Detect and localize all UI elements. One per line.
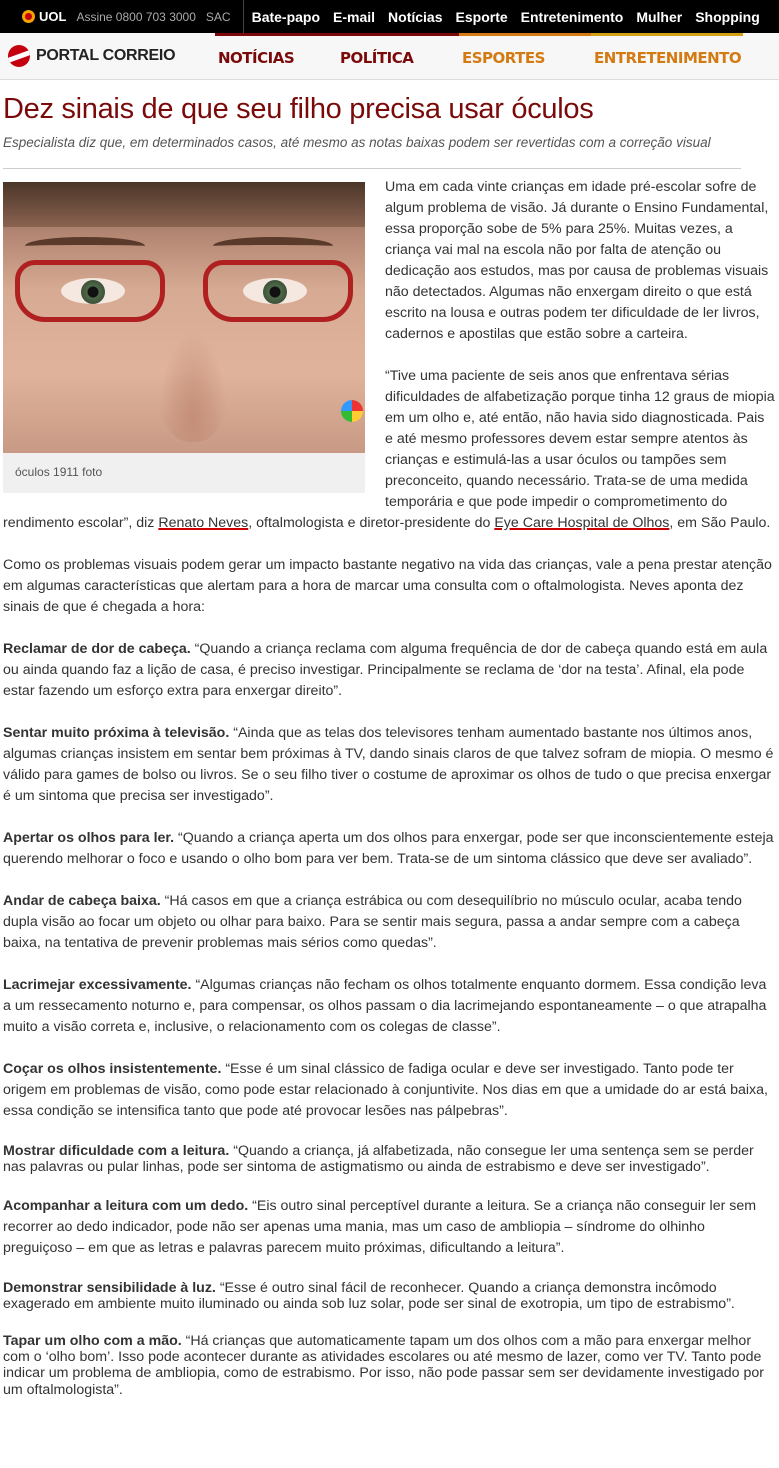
- quote-text-2: , oftalmologista e diretor-presidente do: [248, 515, 495, 531]
- sign-text: “Há casos em que a criança estrábica ou com desequilíbrio no músculo ocular, acaba tendo dupla visão ao focar um objeto ou olhar para baixo. Para se sentir mais segura, passa a andar sempre com a cabeça baixa, na tentativa de prevenir problemas mais sérios como quedas”.: [3, 893, 742, 951]
- link-eye-care-hospital[interactable]: Eye Care Hospital de Olhos: [494, 515, 670, 531]
- uol-link-entretenimento[interactable]: Entretenimento: [520, 8, 624, 25]
- article: [0, 92, 779, 1398]
- sign-title: Sentar muito próxima à televisão.: [3, 725, 230, 741]
- sign-3: [3, 828, 776, 870]
- uol-link-bate-papo[interactable]: Bate-papo: [251, 8, 321, 25]
- sign-title: Acompanhar a leitura com um dedo.: [3, 1197, 249, 1214]
- sign-text: “Eis outro sinal perceptível durante a leitura. Se a criança não conseguir ler sem recorrer ao dedo indicador, pode não ser apenas uma mania, mas um caso de ambliopia – síndrome do olhinho preguiçoso – em que as letras e palavras parecem muito próximas, dificultando a leitura”.: [3, 1197, 757, 1256]
- sign-5: [3, 975, 776, 1038]
- photo-glasses-lens-right: [203, 260, 353, 322]
- uol-logo-icon: [22, 10, 35, 23]
- article-title: Dez sinais de que seu filho precisa usar óculos: [3, 93, 594, 125]
- photo-hair: [3, 182, 365, 227]
- sign-title: Reclamar de dor de cabeça.: [3, 641, 191, 657]
- uol-logo[interactable]: [22, 9, 66, 24]
- article-figure: [3, 182, 365, 493]
- uol-link-esporte[interactable]: Esporte: [455, 8, 508, 25]
- link-renato-neves[interactable]: Renato Neves: [158, 515, 249, 531]
- sign-text: “Algumas crianças não fecham os olhos totalmente enquanto dormem. Essa condição leva a um ressecamento noturno e, para compensar, os olhos passam o dia lacrimejando espontaneamente – o que atrapalha muito a visão correta e, inclusive, o relacionamento com os colegas de classe”.: [3, 977, 767, 1035]
- tab-entretenimento[interactable]: ENTRETENIMENTO: [591, 33, 743, 79]
- photo-glasses-lens-left: [15, 260, 165, 322]
- uol-link-shopping[interactable]: Shopping: [695, 8, 760, 25]
- sign-8: [3, 1196, 776, 1259]
- sign-text: “Quando a criança reclama com alguma frequência de dor de cabeça quando está em aula ou ainda quando faz a lição de casa, é preciso investigar. Principalmente se reclama de ‘dor na testa’. Afinal, ela pode estar fazendo um esforço extra para enxergar direito”.: [3, 641, 768, 699]
- photo-gallery-icon[interactable]: [341, 400, 363, 422]
- uol-top-bar: [0, 0, 779, 33]
- sign-text: “Esse é outro sinal fácil de reconhecer. Quando a criança demonstra incômodo exagerado em ambiente muito iluminado ou ainda sob luz solar, pode ser sinal de exotropia, um tipo de estrabismo”.: [3, 1279, 735, 1313]
- sign-text: “Quando a criança aperta um dos olhos para enxergar, pode ser que inconscientemente esteja querendo melhorar o foco e usando o olho bom para ver bem. Trata-se de um sintoma clássico que deve ser avaliado”.: [3, 830, 774, 867]
- tab-noticias[interactable]: NOTÍCIAS: [215, 33, 337, 79]
- sign-text: “Há crianças que automaticamente tapam um dos olhos com a mão para enxergar melhor com o ‘olho bom’. Isso pode acontecer durante as atividades escolares ou até mesmo de lazer, como ver TV. Tanto pode indicar um problema de ambliopia, como de estrabismo. Por isso, não pode passar sem ser devidamente investigado por um oftalmologista”.: [3, 1332, 765, 1398]
- paragraph-1: Uma em cada vinte crianças em idade pré-escolar sofre de algum problema de visão. Já durante o Ensino Fundamental, essa proporção sobe de 5% para 25%. Muitas vezes, a criança vai mal na escola não por falta de atenção ou dedicação aos estudos, mas por causa de problemas visuais não detectados. Algumas não enxergam direito o que está escrito na lousa e outras podem ter dificuldade de ler livros, cadernos e apostilas que estão sobre a carteira.: [385, 179, 769, 342]
- photo-caption: óculos 1911 foto: [15, 465, 103, 479]
- sign-9: [3, 1280, 776, 1313]
- sign-title: Apertar os olhos para ler.: [3, 830, 175, 846]
- sign-title: Mostrar dificuldade com a leitura.: [3, 1143, 230, 1159]
- portal-logo-text: PORTAL CORREIO: [36, 47, 176, 64]
- sign-title: Tapar um olho com a mão.: [3, 1332, 182, 1349]
- uol-link-email[interactable]: E-mail: [333, 8, 376, 25]
- sign-text: “Esse é um sinal clássico de fadiga ocular e deve ser investigado. Tanto pode ter origem em problemas de visão, como pode estar relacionado à conjuntivite. Nos dias em que a umidade do ar está baixa, essa condição se intensifica tanto que pode até provocar lesões nas pálpebras”.: [3, 1061, 768, 1119]
- tab-politica[interactable]: POLÍTICA: [337, 33, 459, 79]
- uol-link-noticias[interactable]: Notícias: [388, 8, 443, 25]
- sign-6: [3, 1059, 776, 1122]
- tab-esportes[interactable]: ESPORTES: [459, 33, 591, 79]
- photo-nose: [158, 332, 228, 442]
- uol-link-mulher[interactable]: Mulher: [636, 8, 683, 25]
- paragraph-3: Como os problemas visuais podem gerar um impacto bastante negativo na vida das crianças, vale a pena prestar atenção em algumas características que alertam para a hora de marcar uma consulta com o oftalmologista. Neves aponta dez sinais de que é chegada a hora:: [3, 557, 772, 615]
- portal-logo-icon: [8, 45, 30, 67]
- portal-correio-logo[interactable]: [0, 33, 215, 79]
- quote-text: “Tive uma paciente de seis anos que enfrentava sérias dificuldades de alfabetização porque tinha 12 graus de miopia em um olho e, até então, não havia sido diagnosticada. Pais e até mesmo professores devem estar sempre atentos às crianças e estimulá-las a usar óculos ou tampões sem preconceito, quando necessário. Trata-se de uma medida temporária e que pode impedir o comprometimento do rendimento escolar”, diz: [3, 368, 775, 531]
- portal-header: [0, 33, 779, 80]
- sign-1: [3, 639, 776, 702]
- sign-4: [3, 891, 776, 954]
- sign-text: “Ainda que as telas dos televisores tenham aumentado bastante nos últimos anos, algumas crianças insistem em sentar bem próximas à TV, dando sinais claros de que talvez sofram de miopia. O mesmo é válido para games de bolso ou livros. Se o seu filho tiver o costume de aproximar os olhos de tudo o que precisa enxergar é um sintoma que precisa ser investigado”.: [3, 725, 774, 804]
- photo-brow-right: [213, 237, 333, 255]
- uol-subscribe-link[interactable]: Assine 0800 703 3000: [76, 9, 196, 24]
- sign-text: “Quando a criança, já alfabetizada, não consegue ler uma sentença sem se perder nas palavras ou pular linhas, pode ser sintoma de astigmatismo ou ainda de estrabismo e deve ser investigado”.: [3, 1143, 754, 1176]
- sign-title: Lacrimejar excessivamente.: [3, 977, 192, 993]
- quote-text-3: , em São Paulo.: [669, 515, 771, 531]
- sign-title: Coçar os olhos insistentemente.: [3, 1061, 222, 1077]
- sign-2: [3, 723, 776, 807]
- divider: [3, 168, 741, 169]
- divider: [243, 0, 244, 33]
- sign-10: [3, 1333, 776, 1399]
- article-subtitle: Especialista diz que, em determinados casos, até mesmo as notas baixas podem ser revertidas com a correção visual: [3, 135, 711, 150]
- uol-sac-link[interactable]: SAC: [205, 9, 231, 24]
- article-photo[interactable]: [3, 182, 365, 453]
- sign-title: Andar de cabeça baixa.: [3, 893, 161, 909]
- sign-title: Demonstrar sensibilidade à luz.: [3, 1279, 216, 1296]
- photo-brow-left: [25, 237, 145, 255]
- uol-logo-text: UOL: [39, 9, 67, 24]
- sign-7: [3, 1143, 776, 1176]
